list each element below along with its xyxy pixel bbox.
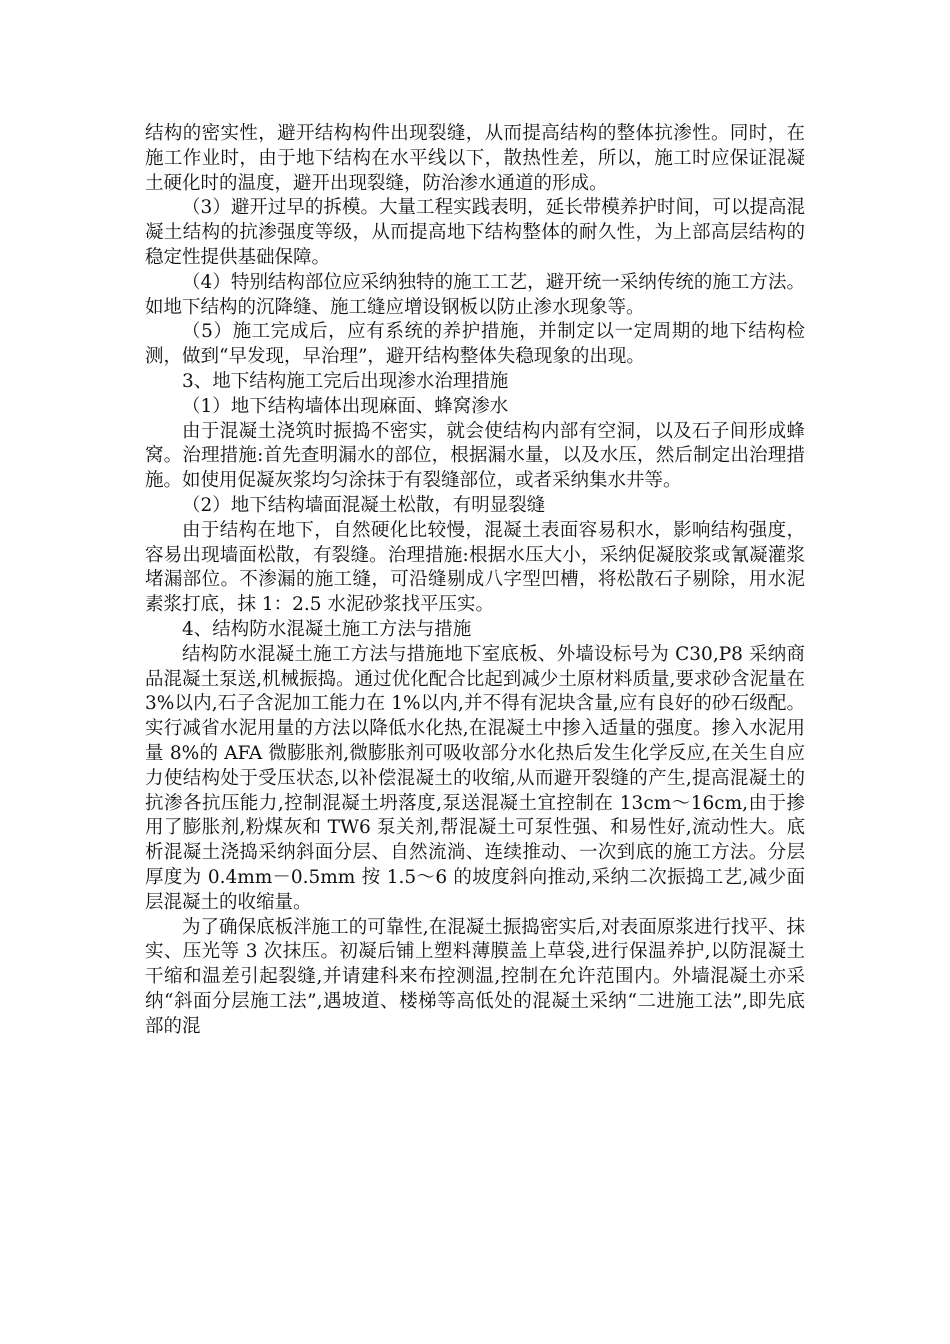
paragraph-item-5: （5）施工完成后，应有系统的养护措施，并制定以一定周期的地下结构检测，做到“早发现，早治理”，避开结构整体失稳现象的出现。 xyxy=(145,321,805,368)
paragraph-waterproof-concrete: 结构防水混凝土施工方法与措施地下室底板、外墙设标号为 C30,P8 采纳商品混凝土泵送,机械振捣。通过优化配合比起到减少土原材料质量,要求砂含泥量在 3%以内,石子含泥加工能力在 1%以内,并不得有泥块含量,应有良好的砂石级配。实行减省水泥用量的方法以降低水化热,在混凝土中掺入适量的强度。掺入水泥用量 8%的 AFA 微膨胀剂,微膨胀剂可吸收部分水化热后发生化学反应,在关生自应力使结构处于受压状态,以补偿混凝土的收缩,从而避开裂缝的产生,提高混凝土的抗渗各抗压能力,控制混凝土坍落度,泵送混凝土宜控制在 13cm～16cm,由于掺用了膨胀剂,粉煤灰和 TW6 泵关剂,帮混凝土可泵性强、和易性好,流动性大。底析混凝土浇捣采纳斜面分层、自然流淌、连续推动、一次到底的施工方法。分层厚度为 0.4mm－0.5mm 按 1.5～6 的坡度斜向推动,采纳二次振捣工艺,减少面层混凝土的收缩量。 xyxy=(145,643,805,913)
document-page xyxy=(145,122,805,1039)
section-heading-3: 3、地下结构施工完后出现渗水治理措施 xyxy=(182,370,509,392)
paragraph-floor-slab: 为了确保底板泮施工的可靠性,在混凝土振捣密实后,对表面原浆进行找平、抹实、压光等 3 次抹压。初凝后铺上塑料薄膜盖上草袋,进行保温养护,以防混凝土干缩和温差引起裂缝,并请建科来布控测温,控制在允许范围内。外墙混凝土亦采纳“斜面分层施工法”,遇坡道、楼梯等高低处的混凝土采纳“二进施工法”,即先底部的混 xyxy=(145,916,805,1037)
paragraph-item-3: （3）避开过早的拆模。大量工程实践表明，延长带模养护时间，可以提高混凝土结构的抗渗强度等级，从而提高地下结构整体的耐久性，为上部高层结构的稳定性提供基础保障。 xyxy=(145,197,805,268)
subheading-1: （1）地下结构墙体出现麻面、蜂窝渗水 xyxy=(182,395,509,417)
paragraph-cracks: 由于结构在地下，自然硬化比较慢，混凝土表面容易积水，影响结构强度，容易出现墙面松散，有裂缝。治理措施:根据水压大小，采纳促凝胶浆或氰凝灌浆堵漏部位。不渗漏的施工缝，可沿缝剔成八字型凹槽，将松散石子剔除，用水泥素浆打底，抹 1：2.5 水泥砂浆找平压实。 xyxy=(145,519,805,616)
paragraph-continuation: 结构的密实性，避开结构构件出现裂缝，从而提高结构的整体抗渗性。同时，在施工作业时，由于地下结构在水平线以下，散热性差，所以，施工时应保证混凝土硬化时的温度，避开出现裂缝，防治渗水通道的形成。 xyxy=(145,123,805,194)
section-heading-4: 4、结构防水混凝土施工方法与措施 xyxy=(182,618,472,640)
paragraph-item-4: （4）特别结构部位应采纳独特的施工工艺，避开统一采纳传统的施工方法。如地下结构的沉降缝、施工缝应增设钢板以防止渗水现象等。 xyxy=(145,271,805,318)
paragraph-honeycomb: 由于混凝土浇筑时振捣不密实，就会使结构内部有空洞，以及石子间形成蜂窝。治理措施:首先查明漏水的部位，根据漏水量，以及水压，然后制定出治理措施。如使用促凝灰浆均匀涂抹于有裂缝部位，或者采纳集水井等。 xyxy=(145,420,805,492)
subheading-2: （2）地下结构墙面混凝土松散，有明显裂缝 xyxy=(182,494,546,516)
